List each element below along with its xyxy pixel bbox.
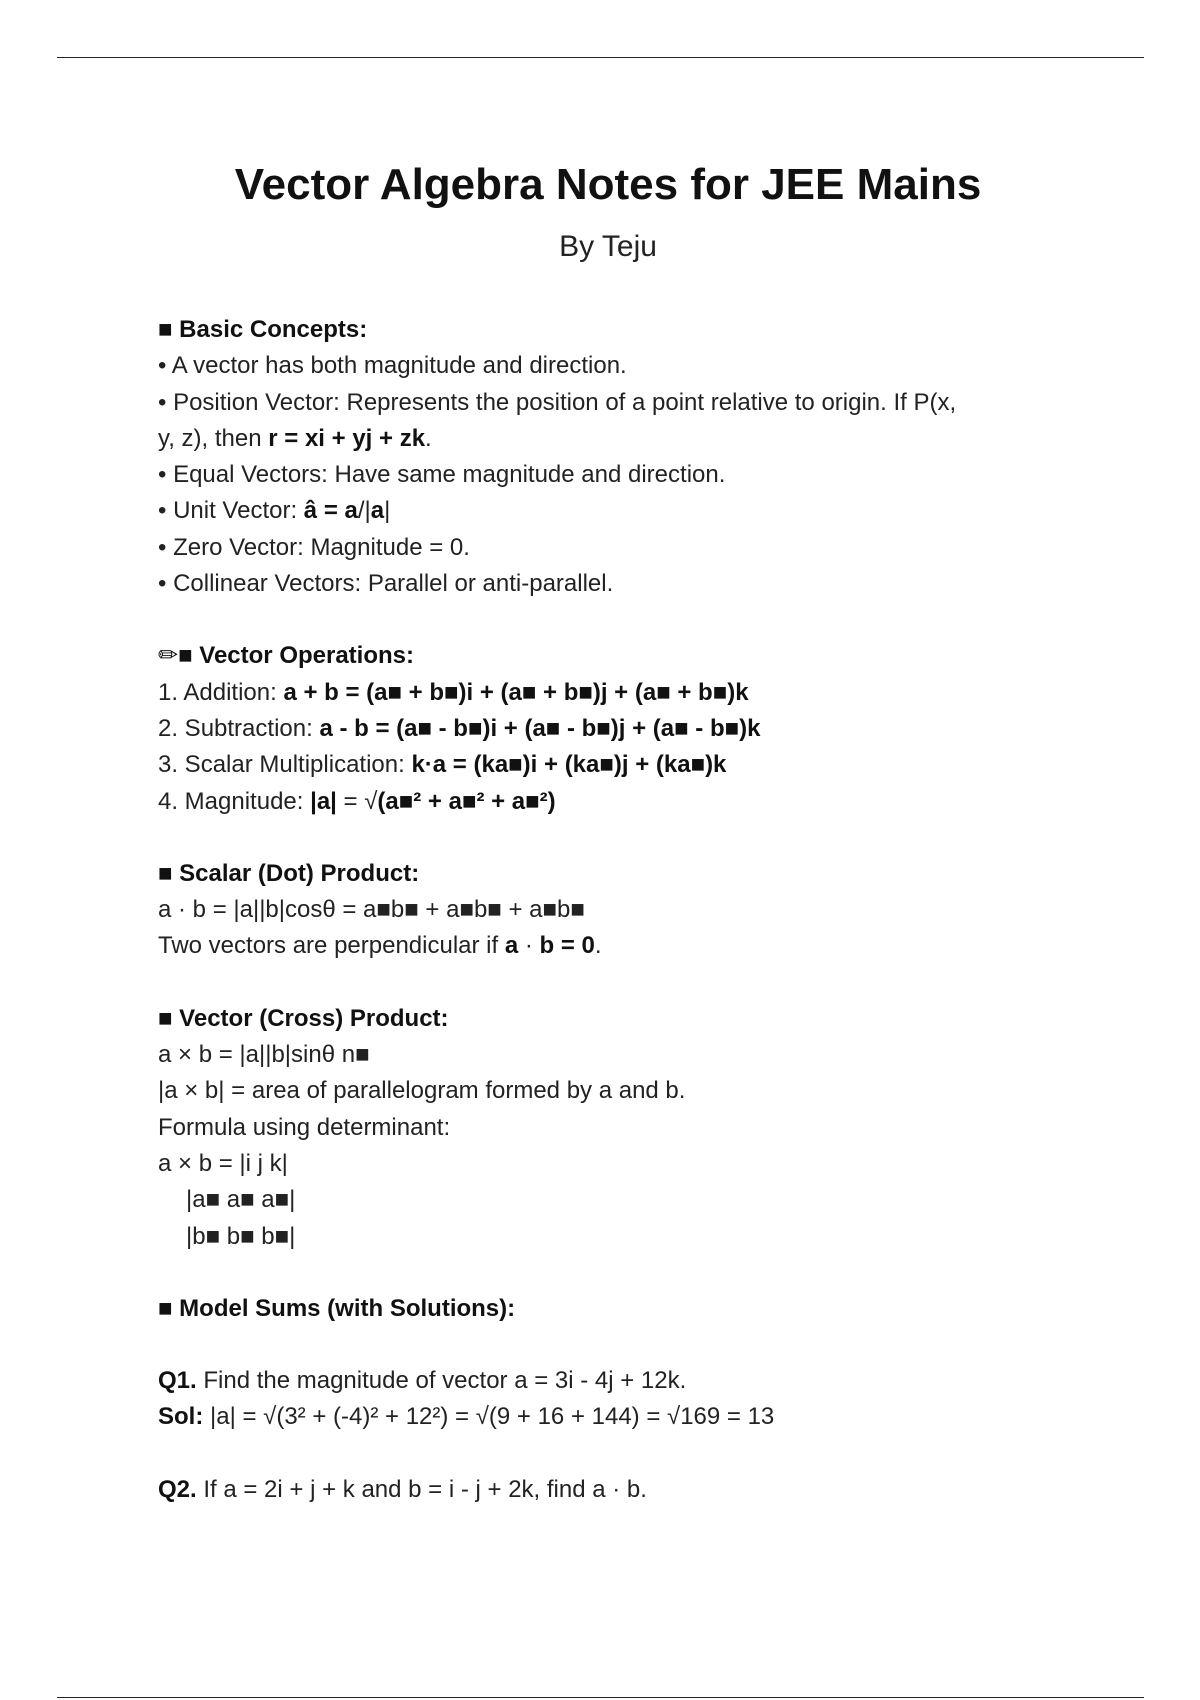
basic-line-5: • Zero Vector: Magnitude = 0. (158, 533, 470, 561)
vector-operations-heading: ✏■ Vector Operations: (158, 642, 414, 670)
document-author: By Teju (559, 230, 657, 263)
cross-product-heading: ■ Vector (Cross) Product: (158, 1004, 449, 1032)
dot-product-section (158, 856, 1058, 965)
cross-product-section (158, 1001, 1058, 1255)
cross-line-6: |b■ b■ b■| (186, 1222, 296, 1250)
document-title: Vector Algebra Notes for JEE Mains (234, 160, 982, 209)
cross-line-1: a × b = |a||b|sinθ n■ (158, 1041, 370, 1069)
question-1: Q1. Find the magnitude of vector a = 3i - 4j + 12k. (158, 1367, 687, 1395)
basic-line-2a: • Position Vector: Represents the position of a point relative to origin. If P(x, (158, 388, 957, 416)
bottom-rule (57, 1697, 1144, 1698)
ops-line-3: 3. Scalar Multiplication: k·a = (ka■)i + (ka■)j + (ka■)k (158, 751, 727, 779)
dot-line-1: a · b = |a||b|cosθ = a■b■ + a■b■ + a■b■ (158, 896, 585, 924)
model-sums-section (158, 1291, 1058, 1508)
ops-line-1: 1. Addition: a + b = (a■ + b■)i + (a■ + b■)j + (a■ + b■)k (158, 678, 749, 706)
ops-line-2: 2. Subtraction: a - b = (a■ - b■)i + (a■ - b■)j + (a■ - b■)k (158, 714, 761, 742)
top-rule (57, 57, 1144, 58)
cross-line-5: |a■ a■ a■| (186, 1186, 296, 1214)
dot-line-2: Two vectors are perpendicular if a · b = 0. (158, 932, 602, 960)
ops-line-4: 4. Magnitude: |a| = √(a■² + a■² + a■²) (158, 787, 556, 815)
basic-line-4: • Unit Vector: â = a/|a| (158, 497, 391, 525)
basic-line-6: • Collinear Vectors: Parallel or anti-parallel. (158, 570, 614, 598)
basic-concepts-section (158, 312, 1058, 602)
basic-line-2b: y, z), then r = xi + yj + zk. (158, 424, 432, 452)
cross-line-4: a × b = |i j k| (158, 1149, 288, 1177)
dot-product-heading: ■ Scalar (Dot) Product: (158, 859, 420, 887)
basic-line-1: • A vector has both magnitude and direction. (158, 352, 627, 380)
page-content (158, 155, 1058, 1508)
question-2: Q2. If a = 2i + j + k and b = i - j + 2k, find a · b. (158, 1475, 647, 1503)
solution-1: Sol: |a| = √(3² + (-4)² + 12²) = √(9 + 16 + 144) = √169 = 13 (158, 1403, 775, 1431)
basic-line-3: • Equal Vectors: Have same magnitude and direction. (158, 461, 726, 489)
cross-line-3: Formula using determinant: (158, 1113, 451, 1141)
model-sums-heading: ■ Model Sums (with Solutions): (158, 1294, 516, 1322)
basic-concepts-heading: ■ Basic Concepts: (158, 316, 368, 343)
cross-line-2: |a × b| = area of parallelogram formed by a and b. (158, 1077, 686, 1105)
vector-operations-section (158, 638, 1058, 819)
